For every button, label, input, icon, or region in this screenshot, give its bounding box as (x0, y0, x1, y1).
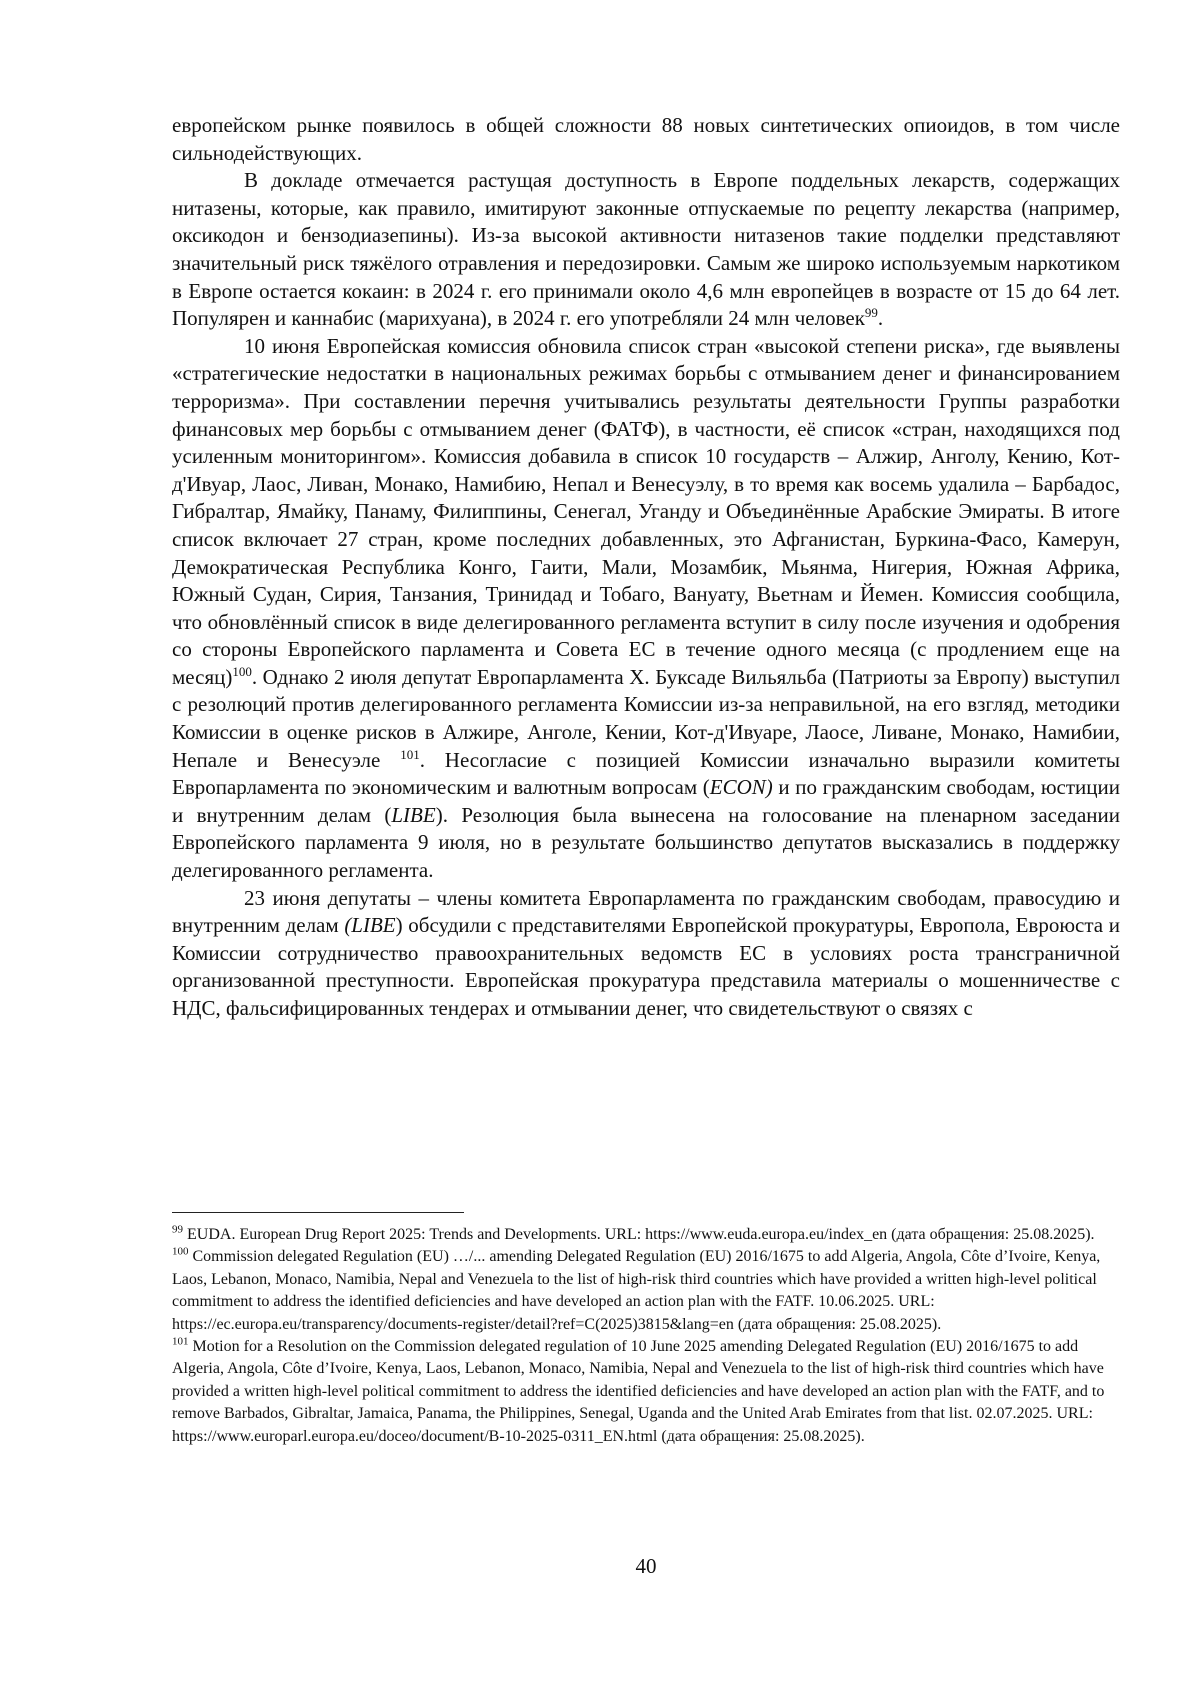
footnote-100 (172, 1246, 1120, 1336)
paragraph-3-part3: . Несогласие с позицией Комиссии изначально выразили комитеты Европарламента по экономическим и валютным вопросам ( (172, 747, 1120, 800)
footnote-text: Commission delegated Regulation (EU) …/... amending Delegated Regulation (EU) 2016/1675 to add Algeria, Angola, Côte d’Ivoire, Kenya, Laos, Lebanon, Monaco, Namibia, Nepal and Venezuela to the list of high-risk third countries which have provided a written high-level political commitment to address the identified deficiencies and have developed an action plan with the FATF. 10.06.2025. URL: https://ec.europa.eu/transparency/documents-register/detail?ref=C(2025)3815&lang=en (дата обращения: 25.08.2025). (172, 1248, 1101, 1333)
document-page (172, 112, 1120, 1682)
libe-abbreviation: LIBE (391, 802, 436, 827)
paragraph-1 (172, 112, 1120, 167)
footnote-ref-101[interactable]: 101 (400, 746, 420, 762)
footnote-ref-99[interactable]: 99 (864, 305, 878, 321)
paragraph-4-part2: ) обсудили с представителями Европейской прокуратуры, Европола, Евроюста и Комиссии сотрудничество правоохранительных ведомств ЕС в условиях роста трансграничной организованной преступности. Европейская прокуратура представила материалы о мошенничестве с НДС, фальсифицированных тендерах и отмывании денег, что свидетельствуют о связях с (172, 913, 1120, 1020)
paragraph-3-part5: ). Резолюция была вынесена на голосование на пленарном заседании Европейского парламента 9 июля, но в результате большинство депутатов высказались в поддержку делегированного регламента. (172, 802, 1120, 883)
paragraph-3-part1: 10 июня Европейская комиссия обновила список стран «высокой степени риска», где выявлены «стратегические недостатки в национальных режимах борьбы с отмыванием денег и финансированием терроризма». При составлении перечня учитывались результаты деятельности Группы разработки финансовых мер борьбы с отмыванием денег (ФАТФ), в частности, её список «стран, находящихся под усиленным мониторингом». Комиссия добавила в список 10 государств – Алжир, Анголу, Кению, Кот-д'Ивуар, Лаос, Ливан, Монако, Намибию, Непал и Венесуэлу, в то время как восемь удалила – Барбадос, Гибралтар, Ямайку, Панаму, Филиппины, Сенегал, Уганду и Объединённые Арабские Эмираты. В итоге список включает 27 стран, кроме последних добавленных, это Афганистан, Буркина-Фасо, Камерун, Демократическая Республика Конго, Гаити, Мали, Мозамбик, Мьянма, Нигерия, Южная Африка, Южный Судан, Сирия, Танзания, Тринидад и Тобаго, Вануату, Вьетнам и Йемен. Комиссия сообщила, что обновлённый список в виде делегированного регламента вступит в силу после изучения и одобрения со стороны Европейского парламента и Совета ЕС в течение одного месяца (с продлением еще на месяц) (172, 333, 1120, 689)
footnote-ref-100[interactable]: 100 (232, 663, 252, 679)
libe-abbreviation: (LIBE (344, 913, 396, 938)
footnote-number: 100 (172, 1246, 189, 1259)
paragraph-2 (172, 167, 1120, 333)
footnote-text: Motion for a Resolution on the Commission delegated regulation of 10 June 2025 amending Delegated Regulation (EU) 2016/1675 to add Algeria, Angola, Côte d’Ivoire, Kenya, Laos, Lebanon, Monaco, Namibia, Nepal and Venezuela to the list of high-risk third countries which have provided a written high-level political commitment to address the identified deficiencies and have developed an action plan with the FATF, and to remove Barbados, Gibraltar, Jamaica, Panama, the Philippines, Senegal, Uganda and the United Arab Emirates from that list. 02.07.2025. URL: https://www.europarl.europa.eu/doceo/document/B-10-2025-0311_EN.html (дата обращения: 25.08.2025). (172, 1338, 1105, 1445)
footnote-number: 101 (172, 1335, 189, 1348)
page-number: 40 (635, 1554, 657, 1578)
body-text (172, 112, 1120, 1023)
paragraph-2-end: . (877, 306, 884, 331)
footnote-number: 99 (172, 1223, 183, 1236)
paragraph-3 (172, 333, 1120, 885)
paragraph-1-text: европейском рынке появилось в общей сложности 88 новых синтетических опиоидов, в том числе сильнодействующих. (172, 113, 1120, 165)
footnote-99 (172, 1224, 1120, 1246)
econ-abbreviation: ECON) (709, 775, 773, 800)
footnotes (172, 1224, 1120, 1448)
paragraph-3-part4: и по гражданским свободам, юстиции и внутренним делам ( (172, 775, 1120, 827)
footnote-separator (172, 1212, 464, 1213)
paragraph-3-part2: . Однако 2 июля депутат Европарламента Х. Буксаде Вильяльба (Патриоты за Европу) выступил с резолюций против делегированного регламента Комиссии из-за неправильной, на его взгляд, методики Комиссии в оценке рисков в Алжире, Анголе, Кении, Кот-д'Ивуаре, Лаосе, Ливане, Монако, Намибии, Непале и Венесуэле (172, 664, 1120, 772)
footnote-text: EUDA. European Drug Report 2025: Trends and Developments. URL: https://www.euda.europa.eu/index_en (дата обращения: 25.08.2025). (183, 1226, 1095, 1243)
paragraph-2-text: В докладе отмечается растущая доступность в Европе поддельных лекарств, содержащих нитазены, которые, как правило, имитируют законные отпускаемые по рецепту лекарства (например, оксикодон и бензодиазепины). Из-за высокой активности нитазенов такие подделки представляют значительный риск тяжёлого отравления и передозировки. Самым же широко используемым наркотиком в Европе остается кокаин: в 2024 г. его принимали около 4,6 млн европейцев в возрасте от 15 до 64 лет. Популярен и каннабис (марихуана), в 2024 г. его употребляли 24 млн человек (172, 168, 1120, 331)
footnote-101 (172, 1336, 1120, 1448)
paragraph-4 (172, 885, 1120, 1023)
paragraph-4-part1: 23 июня депутаты – члены комитета Европарламента по гражданским свободам, правосудию и внутренним делам (172, 885, 1120, 938)
